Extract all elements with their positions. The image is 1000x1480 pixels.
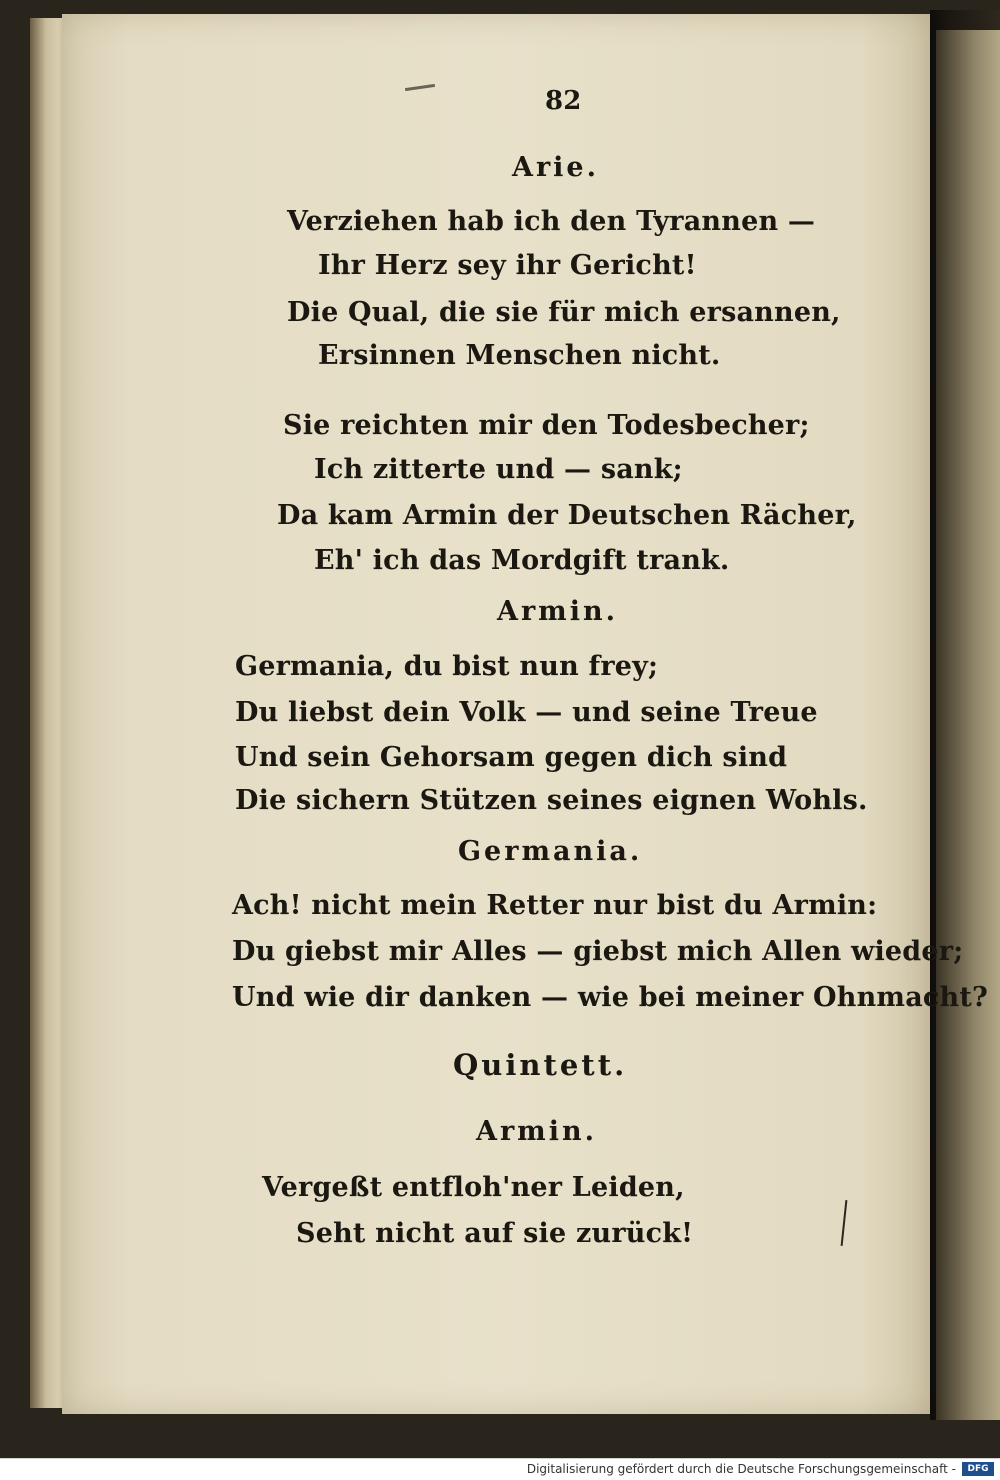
digitization-footer	[0, 1458, 1000, 1480]
verse-line: Ersinnen Menschen nicht.	[318, 340, 721, 371]
verse-line: Verziehen hab ich den Tyrannen —	[287, 206, 816, 237]
section-heading: Arie.	[512, 152, 600, 183]
verse-line: Ich zitterte und — sank;	[314, 454, 683, 485]
dfg-logo-icon: DFG	[962, 1462, 994, 1476]
verse-line: Die sichern Stützen seines eignen Wohls.	[235, 785, 868, 816]
verse-line: Vergeßt entfloh'ner Leiden,	[262, 1172, 685, 1203]
verse-line: Germania, du bist nun frey;	[235, 651, 659, 682]
verse-line: Sie reichten mir den Todesbecher;	[283, 410, 810, 441]
verse-line: Du giebst mir Alles — giebst mich Allen wieder;	[232, 936, 964, 967]
section-heading: Quintett.	[453, 1048, 628, 1082]
verse-line: Und sein Gehorsam gegen dich sind	[235, 742, 788, 773]
verse-line: Die Qual, die sie für mich ersannen,	[287, 297, 841, 328]
verse-line: Da kam Armin der Deutschen Rächer,	[277, 500, 857, 531]
verse-line: Ihr Herz sey ihr Gericht!	[318, 250, 697, 281]
verse-line: Und wie dir danken — wie bei meiner Ohnmacht?	[232, 982, 989, 1013]
verse-line: Ach! nicht mein Retter nur bist du Armin:	[232, 890, 878, 921]
verse-line: Eh' ich das Mordgift trank.	[314, 545, 730, 576]
page-number: 82	[545, 86, 582, 116]
speaker-heading: Armin.	[476, 1116, 598, 1147]
verse-line: Du liebst dein Volk — und seine Treue	[235, 697, 818, 728]
speaker-heading: Germania.	[458, 836, 643, 867]
speaker-heading: Armin.	[497, 596, 619, 627]
verse-line: Seht nicht auf sie zurück!	[296, 1218, 694, 1249]
footer-credit: Digitalisierung gefördert durch die Deutsche Forschungsgemeinschaft -	[526, 1462, 956, 1476]
facing-page-edge	[936, 30, 1000, 1420]
